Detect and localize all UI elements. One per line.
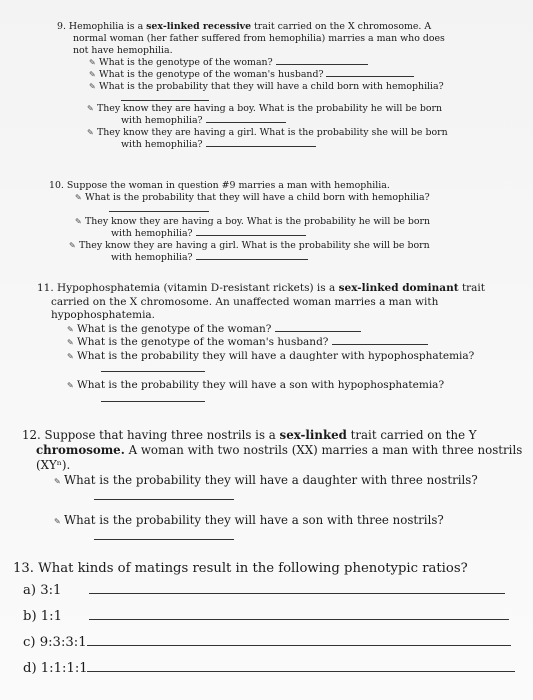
q9-e1: They know they are having a girl. What is the probability she will be born	[97, 127, 448, 138]
q11-b: What is the genotype of the woman's husband?	[77, 336, 329, 348]
q11-a: What is the genotype of the woman?	[77, 322, 272, 335]
q9-d2: with hemophilia?	[121, 115, 203, 126]
q9-line2: normal woman (her father suffered from hemophilia) marries a man who does	[73, 33, 445, 44]
q9-lead: 9. Hemophilia is a	[57, 21, 144, 32]
answer-line[interactable]	[326, 75, 414, 77]
pencil-icon: ✎	[67, 351, 74, 361]
answer-line[interactable]	[196, 234, 306, 236]
ratio-label: d) 1:1:1:1	[23, 661, 88, 676]
pencil-icon: ✎	[69, 241, 76, 250]
pencil-icon: ✎	[67, 381, 74, 390]
q11-rest1: trait	[461, 282, 486, 294]
q10-a: What is the probability that they will have a child born with hemophilia?	[85, 192, 430, 203]
pencil-icon: ✎	[67, 338, 74, 347]
question-10	[49, 180, 430, 264]
pencil-icon: ✎	[89, 82, 96, 91]
ratio-label: a) 3:1	[23, 583, 62, 598]
q11-c: What is the probability they will have a daughter with hypophosphatemia?	[77, 349, 475, 362]
q10-c1: They know they are having a girl. What is the probability she will be born	[79, 240, 430, 251]
answer-line[interactable]	[275, 330, 361, 332]
pencil-icon: ✎	[54, 517, 61, 526]
pencil-icon: ✎	[54, 477, 61, 486]
q9-a: What is the genotype of the woman?	[99, 57, 273, 68]
answer-line[interactable]	[101, 370, 205, 372]
answer-line[interactable]	[121, 99, 209, 101]
q11-d: What is the probability they will have a son with hypophosphatemia?	[77, 379, 445, 391]
q11-line2: carried on the X chromosome. An unaffected woman marries a man with	[51, 295, 439, 308]
ratio-label: c) 9:3:3:1	[23, 635, 87, 650]
ratio-label: b) 1:1	[23, 609, 63, 624]
answer-line[interactable]	[89, 618, 509, 620]
pencil-icon: ✎	[89, 70, 96, 79]
q12-rest2: A woman with two nostrils (XX) marries a man with three nostrils	[128, 443, 523, 457]
pencil-icon: ✎	[87, 104, 94, 113]
pencil-icon: ✎	[75, 217, 82, 226]
question-12	[22, 428, 522, 547]
q13-question: 13. What kinds of matings result in the following phenotypic ratios?	[13, 561, 468, 576]
pencil-icon: ✎	[75, 193, 82, 202]
answer-line[interactable]	[87, 644, 511, 646]
q9-emph: sex-linked recessive	[146, 21, 252, 32]
q10-b2: with hemophilia?	[111, 228, 193, 239]
question-9	[57, 21, 448, 151]
answer-line[interactable]	[101, 400, 205, 402]
pencil-icon: ✎	[87, 128, 94, 137]
answer-line[interactable]	[87, 670, 515, 672]
q11-emph: sex-linked dominant	[338, 282, 459, 294]
answer-line[interactable]	[276, 63, 368, 65]
q12-emph2: chromosome.	[36, 443, 125, 457]
q10-b1: They know they are having a boy. What is the probability he will be born	[85, 216, 431, 227]
answer-line[interactable]	[94, 498, 234, 500]
answer-line[interactable]	[94, 538, 234, 540]
q9-b: What is the genotype of the woman's husband?	[99, 69, 324, 80]
answer-line[interactable]	[206, 121, 286, 123]
q9-e2: with hemophilia?	[121, 139, 203, 150]
answer-line[interactable]	[206, 145, 316, 147]
pencil-icon: ✎	[67, 324, 74, 334]
q12-line3: (XYⁿ).	[36, 458, 71, 472]
question-11	[37, 282, 485, 407]
question-13	[13, 560, 515, 682]
q10-line1: 10. Suppose the woman in question #9 marries a man with hemophilia.	[49, 180, 390, 191]
q10-c2: with hemophilia?	[111, 252, 193, 263]
q12-b: What is the probability they will have a son with three nostrils?	[64, 513, 444, 527]
q12-lead: 12. Suppose that having three nostrils is a	[22, 428, 276, 442]
q9-d1: They know they are having a boy. What is the probability he will be born	[97, 103, 443, 114]
q11-lead: 11. Hypophosphatemia (vitamin D-resistant rickets) is a	[37, 282, 336, 294]
answer-line[interactable]	[332, 343, 428, 345]
answer-line[interactable]	[89, 592, 505, 594]
q12-a: What is the probability they will have a daughter with three nostrils?	[64, 473, 478, 487]
answer-line[interactable]	[109, 210, 209, 212]
pencil-icon: ✎	[89, 58, 96, 67]
q11-line3: hypophosphatemia.	[51, 309, 156, 321]
q9-line3: not have hemophilia.	[73, 45, 173, 56]
q9-rest1: trait carried on the X chromosome. A	[254, 21, 432, 32]
q9-c: What is the probability that they will have a child born with hemophilia?	[99, 81, 444, 92]
q12-rest1: trait carried on the Y	[350, 428, 477, 442]
answer-line[interactable]	[196, 258, 308, 260]
q12-emph: sex-linked	[279, 428, 347, 442]
